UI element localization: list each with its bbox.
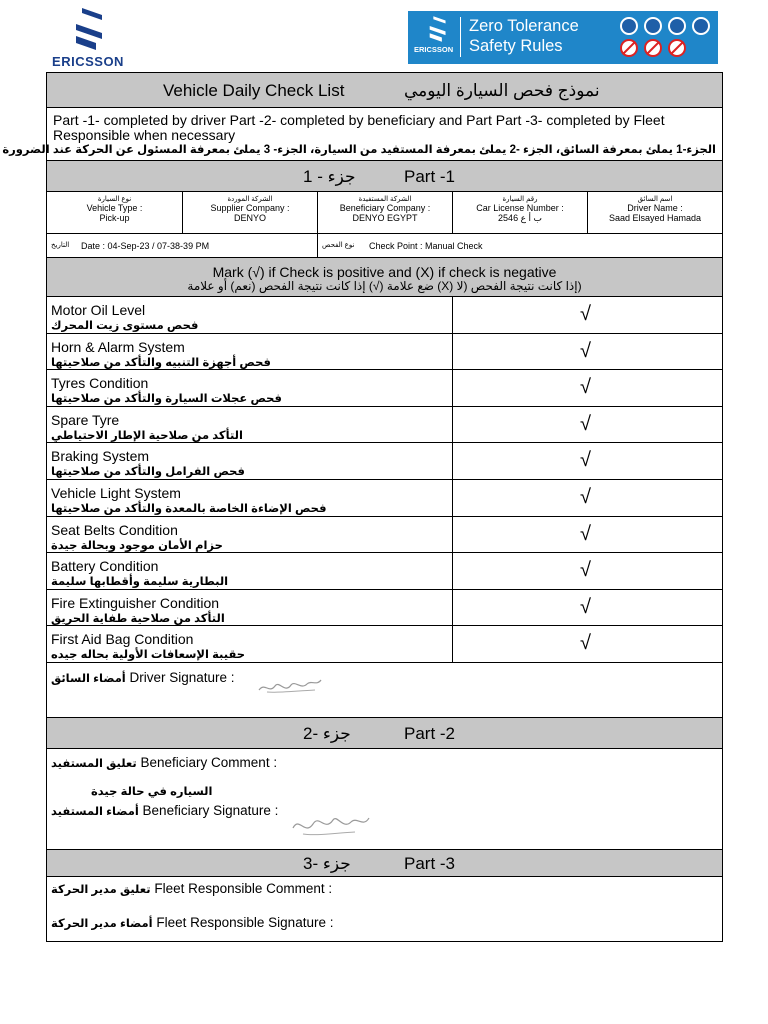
- check-item-label-ar: فحص مستوى زيت المحرك: [51, 320, 199, 332]
- no-phone-icon: [620, 39, 638, 57]
- vehicle-type-cell: [47, 192, 182, 233]
- banner-title-line2: Safety Rules: [469, 37, 563, 55]
- check-item-mark-cell[interactable]: [452, 443, 722, 479]
- check-point-cell: [317, 234, 722, 257]
- check-item-row: [47, 442, 722, 479]
- banner-title-line1: Zero Tolerance: [469, 17, 579, 35]
- fleet-signature-label: [51, 915, 333, 930]
- check-item-label-en: Battery Condition: [51, 558, 159, 575]
- part3-body: [47, 876, 722, 942]
- check-item-label-ar: التأكد من صلاحية الإطار الاحتياطي: [51, 429, 243, 442]
- beneficiary-signature-ar: أمضاء المستفيد: [51, 806, 139, 818]
- check-item-label-en: Fire Extinguisher Condition: [51, 594, 220, 611]
- vehicle-type-value: Pick-up: [99, 213, 130, 223]
- check-item-label-ar: حقيبة الإسعافات الأولية بحاله جيده: [51, 649, 246, 662]
- part1-header-ar: جزء - 1: [303, 167, 356, 186]
- check-item-mark-cell[interactable]: [452, 590, 722, 626]
- beneficiary-signature-en: Beneficiary Signature :: [142, 803, 279, 818]
- permit-icon: [692, 17, 710, 35]
- check-list-form: [2, 72, 723, 942]
- check-mark-icon: √: [580, 303, 591, 325]
- form-title-en: Vehicle Daily Check List: [163, 81, 345, 100]
- fleet-comment-label: [51, 881, 332, 896]
- driver-signature-en: Driver Signature :: [129, 670, 235, 685]
- check-mark-icon: √: [580, 632, 591, 655]
- check-item-mark-cell[interactable]: [452, 480, 722, 516]
- harness-icon: [668, 17, 686, 35]
- license-cell: [452, 192, 587, 233]
- part1-header-en: Part -1: [404, 167, 456, 186]
- vehicle-type-ar: نوع السيارة: [97, 196, 132, 203]
- check-item-label-en: Seat Belts Condition: [51, 521, 178, 538]
- check-item-mark-cell[interactable]: [452, 297, 722, 333]
- banner-logo-wordmark: ERICSSON: [414, 45, 454, 54]
- beneficiary-ar: الشركة المستفيدة: [358, 196, 412, 203]
- check-item-mark-cell[interactable]: [452, 626, 722, 662]
- check-item-label-ar: البطارية سليمة وأقطابها سليمة: [51, 576, 229, 589]
- driver-signature-image: [255, 668, 325, 698]
- no-load-icon: [668, 39, 686, 57]
- safety-icons: [618, 15, 714, 61]
- check-mark-icon: √: [580, 339, 591, 362]
- check-item-row: [47, 406, 722, 443]
- safety-helmet-icon: [620, 17, 638, 35]
- part2-body: [47, 748, 722, 849]
- beneficiary-signature-image: [285, 806, 375, 842]
- check-item-label-en: Vehicle Light System: [51, 485, 181, 501]
- supplier-ar: الشركة الموردة: [227, 196, 273, 203]
- form-title: [47, 73, 722, 107]
- beneficiary-comment-text: السياره في حالة جيدة: [91, 786, 213, 798]
- mark-instruction-en: Mark (√) if Check is positive and (X) if check is negative: [212, 264, 557, 280]
- parts-intro-en: Part -1- completed by driver Part -2- completed by beneficiary and Part Part -3- completed by Fleet Responsible when necessary: [53, 112, 665, 143]
- driver-signature-row: [47, 662, 722, 717]
- part3-header-ar: جزء -3: [303, 854, 351, 873]
- beneficiary-signature-label: [51, 803, 278, 818]
- banner-ericsson-logo: [414, 15, 458, 60]
- check-mark-icon: √: [580, 595, 591, 618]
- driver-ar: اسم السائق: [637, 196, 673, 203]
- fleet-signature-en: Fleet Responsible Signature :: [156, 915, 334, 930]
- check-item-mark-cell[interactable]: [452, 407, 722, 443]
- date-row: [47, 233, 722, 257]
- part3-header: [47, 849, 722, 876]
- no-alcohol-icon: [644, 39, 662, 57]
- beneficiary-cell: [317, 192, 452, 233]
- check-item-label-ar: فحص أجهزة التنبيه والتأكد من صلاحيتها: [51, 356, 271, 369]
- check-item-label-en: Spare Tyre: [51, 411, 120, 428]
- logo-wordmark: ERICSSON: [52, 54, 124, 69]
- check-point-ar: نوع الفحص: [322, 242, 355, 249]
- check-mark-icon: √: [580, 486, 591, 508]
- mark-instruction: [47, 257, 722, 296]
- check-item-row: [47, 296, 722, 333]
- check-point-value: Check Point : Manual Check: [369, 241, 483, 251]
- ericsson-logo-mark-icon: [68, 6, 108, 52]
- license-label: Car License Number :: [476, 203, 564, 213]
- check-item-label-en: Braking System: [51, 448, 150, 465]
- supplier-cell: [182, 192, 317, 233]
- check-item-row: [47, 625, 722, 662]
- driver-signature-ar: أمضاء السائق: [51, 673, 126, 685]
- check-item-label-en: Tyres Condition: [51, 375, 149, 392]
- beneficiary-comment-ar: تعليق المستفيد: [51, 758, 137, 770]
- license-ar: رقم السيارة: [502, 196, 538, 203]
- driver-cell: [587, 192, 722, 233]
- supplier-value: DENYO: [233, 213, 266, 223]
- driver-value: Saad Elsayed Hamada: [608, 213, 702, 223]
- check-item-label-en: Motor Oil Level: [51, 302, 146, 318]
- check-mark-icon: √: [580, 559, 591, 582]
- check-item-label-ar: فحص الإضاءة الخاصة بالمعدة والتأكد من صلاحيتها: [51, 503, 327, 515]
- check-item-row: [47, 333, 722, 370]
- check-item-mark-cell[interactable]: [452, 370, 722, 406]
- date-ar: التاريخ: [51, 242, 70, 249]
- check-item-row: [47, 369, 722, 406]
- driver-signature-label: [51, 670, 235, 685]
- check-mark-icon: √: [580, 522, 591, 545]
- check-item-label-ar: التأكد من صلاحية طفاية الحريق: [51, 612, 225, 625]
- license-value: ب أ ع 2546: [498, 213, 542, 223]
- check-item-row: [47, 479, 722, 516]
- beneficiary-value: DENYO EGYPT: [352, 213, 418, 223]
- fleet-signature-ar: أمضاء مدير الحركة: [51, 918, 153, 930]
- fleet-comment-ar: تعليق مدير الحركة: [51, 884, 151, 896]
- check-mark-icon: √: [580, 412, 591, 435]
- part1-header: [47, 160, 722, 191]
- form-title-ar: نموذج فحص السيارة اليومي: [404, 81, 600, 100]
- check-item-mark-cell[interactable]: [452, 334, 722, 370]
- parts-intro: [2, 107, 722, 157]
- date-value: Date : 04-Sep-23 / 07-38-39 PM: [81, 241, 210, 251]
- driver-label: Driver Name :: [627, 203, 683, 213]
- check-item-row: [47, 552, 722, 589]
- beneficiary-label: Beneficiary Company :: [339, 203, 431, 213]
- parts-intro-ar: الجزء-1 يملئ بمعرفة السائق، الجزء -2 يملئ بمعرفة المستفيد من السيارة، الجزء- 3 يملئ بمعرفة المسئول عن الحركة عند الضرورة: [2, 144, 716, 156]
- date-cell: [47, 234, 317, 257]
- check-item-row: [47, 516, 722, 553]
- check-mark-icon: √: [580, 376, 591, 399]
- check-item-mark-cell[interactable]: [452, 553, 722, 589]
- check-item-row: [47, 589, 722, 626]
- part2-header-en: Part -2: [404, 724, 456, 743]
- vehicle-info: [47, 191, 722, 233]
- check-item-label-ar: فحص الفرامل والتأكد من صلاحيتها: [51, 466, 245, 479]
- check-item-label-ar: حزام الأمان موجود وبحالة جيدة: [51, 539, 223, 552]
- part2-header-ar: جزء -2: [303, 724, 351, 743]
- check-mark-icon: √: [580, 449, 591, 472]
- banner-logo-mark-icon: [422, 15, 452, 43]
- banner-divider: [460, 17, 461, 57]
- check-item-label-ar: فحص عجلات السيارة والتأكد من صلاحيتها: [51, 393, 282, 406]
- safety-rules-banner: [408, 11, 718, 64]
- beneficiary-comment-label: [51, 755, 277, 770]
- seatbelt-icon: [644, 17, 662, 35]
- mark-instruction-ar: (إذا كانت نتيجة الفحص (لا (X) ضع علامة (√) إذا كانت نتيجة الفحص (نعم) أو علامة: [187, 279, 582, 293]
- beneficiary-comment-en: Beneficiary Comment :: [140, 755, 278, 770]
- supplier-label: Supplier Company :: [210, 203, 290, 213]
- check-item-label-en: Horn & Alarm System: [51, 338, 185, 355]
- beneficiary-comment-value: [91, 783, 212, 798]
- check-item-label-en: First Aid Bag Condition: [51, 631, 194, 648]
- part2-header: [47, 717, 722, 748]
- ericsson-logo: [48, 6, 128, 69]
- vehicle-type-label: Vehicle Type :: [86, 203, 143, 213]
- fleet-comment-en: Fleet Responsible Comment :: [154, 881, 333, 896]
- part3-header-en: Part -3: [404, 854, 456, 873]
- check-item-mark-cell[interactable]: [452, 517, 722, 553]
